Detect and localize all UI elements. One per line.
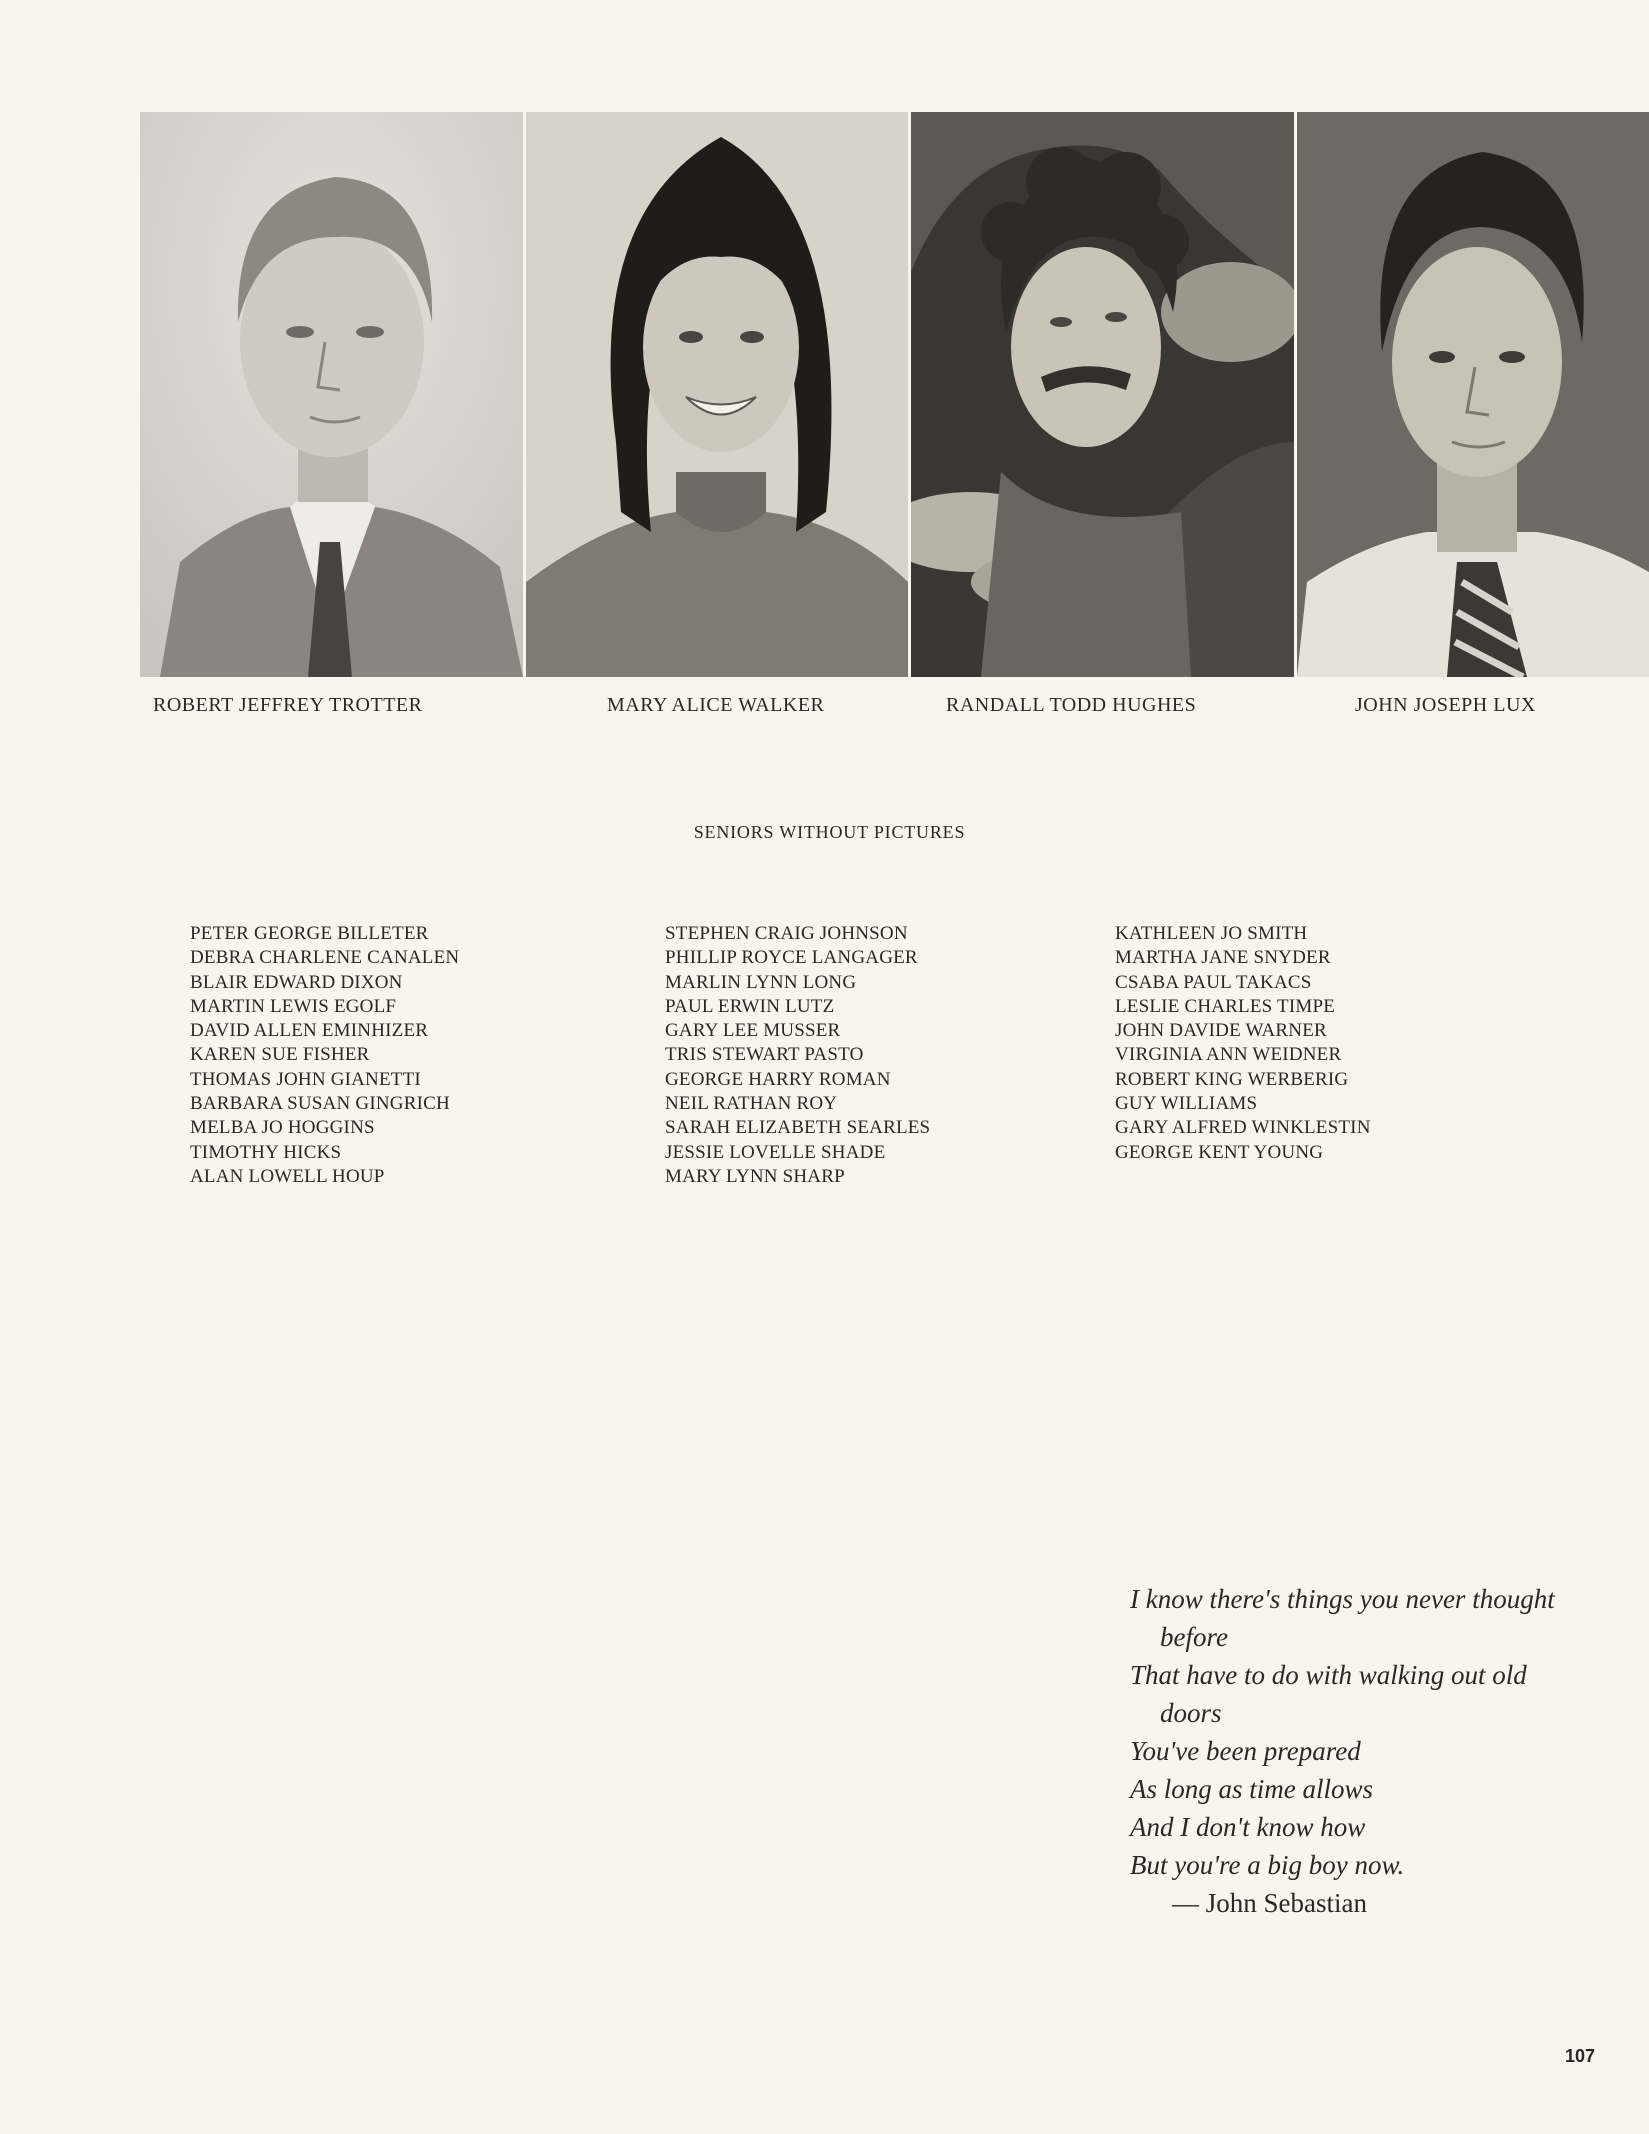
list-item: GEORGE HARRY ROMAN [665,1068,891,1090]
list-item: TRIS STEWART PASTO [665,1044,864,1066]
list-item: MELBA JO HOGGINS [190,1117,375,1139]
list-item: LESLIE CHARLES TIMPE [1115,995,1336,1017]
list-item: PAUL ERWIN LUTZ [665,995,835,1017]
list-item: GUY WILLIAMS [1115,1093,1258,1115]
poem-quote [1130,1580,1610,1922]
names-column [665,922,930,1189]
poem-line: But you're a big boy now. [1130,1850,1405,1880]
poem-line: As long as time allows [1130,1774,1374,1804]
poem-line: You've been prepared [1130,1736,1361,1766]
list-item: JESSIE LOVELLE SHADE [665,1141,886,1163]
list-item: MARY LYNN SHARP [665,1165,845,1187]
list-item: JOHN DAVIDE WARNER [1115,1020,1327,1042]
list-item: MARTIN LEWIS EGOLF [190,995,397,1017]
list-item: MARLIN LYNN LONG [665,971,857,993]
list-item: GARY LEE MUSSER [665,1020,841,1042]
list-item: TIMOTHY HICKS [190,1141,342,1163]
portrait-caption: JOHN JOSEPH LUX [1355,694,1536,716]
list-item: THOMAS JOHN GIANETTI [190,1068,421,1090]
portrait-photo [911,112,1294,677]
poem-line: I know there's things you never thought [1130,1584,1555,1614]
poem-line: That have to do with walking out old [1130,1660,1527,1690]
list-item: PETER GEORGE BILLETER [190,923,429,944]
list-item: ROBERT KING WERBERIG [1115,1068,1349,1090]
portrait-photo [140,112,523,677]
names-column [1115,922,1371,1165]
list-item: GARY ALFRED WINKLESTIN [1115,1117,1371,1139]
list-item: MARTHA JANE SNYDER [1115,947,1331,969]
list-item: ALAN LOWELL HOUP [190,1165,385,1187]
portrait-caption: RANDALL TODD HUGHES [946,694,1197,716]
list-item: DAVID ALLEN EMINHIZER [190,1020,429,1042]
portrait-photo [526,112,908,677]
poem-line: before [1160,1622,1228,1652]
list-item: BARBARA SUSAN GINGRICH [190,1093,450,1115]
page-number: 107 [1565,2046,1596,2066]
poem-line: And I don't know how [1130,1812,1366,1842]
portrait-caption: ROBERT JEFFREY TROTTER [153,694,423,716]
list-item: DEBRA CHARLENE CANALEN [190,947,460,969]
poem-line: doors [1160,1698,1222,1728]
list-item: STEPHEN CRAIG JOHNSON [665,923,908,944]
list-item: GEORGE KENT YOUNG [1115,1141,1324,1163]
portrait-photo [1297,112,1649,677]
portrait-caption: MARY ALICE WALKER [607,694,825,716]
list-item: VIRGINIA ANN WEIDNER [1115,1044,1342,1066]
poem-attribution: — John Sebastian [1172,1888,1367,1918]
list-item: SARAH ELIZABETH SEARLES [665,1117,931,1139]
names-column [190,922,459,1189]
list-item: PHILLIP ROYCE LANGAGER [665,947,918,969]
list-item: NEIL RATHAN ROY [665,1093,838,1115]
list-item: KAREN SUE FISHER [190,1044,370,1066]
list-item: CSABA PAUL TAKACS [1115,971,1312,993]
section-title: SENIORS WITHOUT PICTURES [693,822,966,842]
list-item: KATHLEEN JO SMITH [1115,923,1308,944]
list-item: BLAIR EDWARD DIXON [190,971,403,993]
